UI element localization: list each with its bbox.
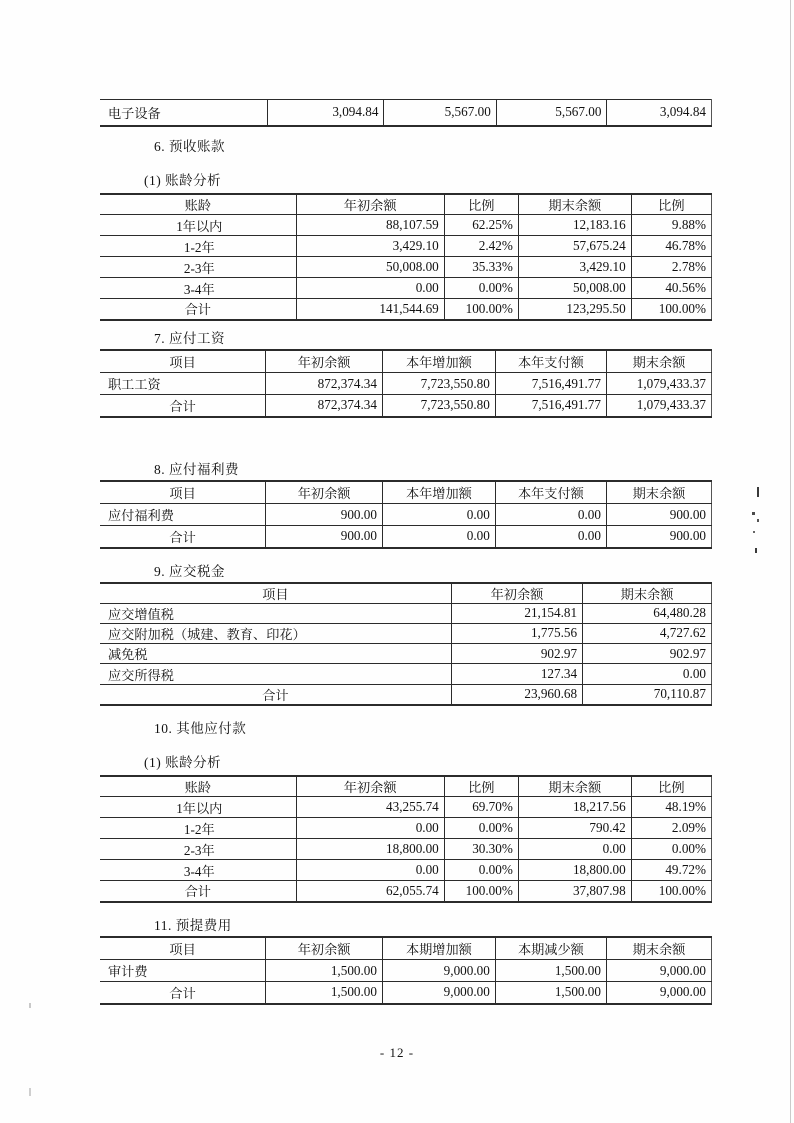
table-cell: 9,000.00 — [382, 982, 495, 1004]
table-cell: 7,723,550.80 — [382, 373, 495, 395]
column-header: 期末余额 — [606, 481, 711, 504]
column-header: 比例 — [631, 776, 711, 797]
table-cell: 900.00 — [266, 504, 383, 526]
table-cell: 902.97 — [451, 644, 582, 664]
table-cell: 900.00 — [606, 504, 711, 526]
table-cell: 50,008.00 — [296, 257, 444, 278]
table-cell: 合计 — [169, 529, 196, 545]
column-header: 期末余额 — [583, 583, 712, 604]
table-cell: 0.00% — [444, 860, 518, 881]
table-cell: 1,500.00 — [266, 960, 383, 982]
scan-edge-artifact — [790, 0, 791, 1123]
table-cell: 70,110.87 — [583, 684, 712, 705]
total-row — [100, 526, 712, 548]
column-header: 年初余额 — [266, 350, 383, 373]
table-cell: 7,723,550.80 — [382, 395, 495, 417]
table-row — [100, 603, 712, 623]
total-row — [100, 395, 712, 417]
scan-artifact — [753, 531, 755, 533]
table-cell: 1,500.00 — [266, 982, 383, 1004]
column-header: 比例 — [444, 194, 518, 215]
table-cell: 合计 — [184, 884, 211, 900]
column-header: 年初余额 — [296, 194, 444, 215]
table-row — [100, 504, 712, 526]
table-cell: 1-2年 — [183, 821, 215, 837]
table-cell: 49.72% — [631, 860, 711, 881]
table-cell: 1,079,433.37 — [606, 395, 711, 417]
subheading-aging-analysis: (1) 账龄分析 — [144, 172, 222, 188]
table-cell: 7,516,491.77 — [495, 395, 606, 417]
section-heading-other-payables: 10. 其他应付款 — [154, 720, 247, 736]
table-cell: 62.25% — [444, 215, 518, 236]
table-cell: 12,183.16 — [518, 215, 631, 236]
other-payables-aging-table — [100, 775, 712, 903]
table-row — [100, 818, 712, 839]
table-cell: 50,008.00 — [518, 278, 631, 299]
table-row — [100, 215, 712, 236]
table-cell: 872,374.34 — [266, 373, 383, 395]
column-header: 账龄 — [184, 197, 211, 213]
total-row — [100, 684, 712, 705]
table-row — [100, 960, 712, 982]
section-heading-taxes-payable: 9. 应交税金 — [154, 563, 225, 579]
table-cell: 3,094.84 — [607, 100, 712, 126]
table-cell: 7,516,491.77 — [495, 373, 606, 395]
table-cell: 2.78% — [631, 257, 711, 278]
column-header: 期末余额 — [518, 194, 631, 215]
table-cell: 9,000.00 — [606, 982, 711, 1004]
table-cell: 3,429.10 — [296, 236, 444, 257]
table-cell: 900.00 — [606, 526, 711, 548]
advance-receipts-aging-table — [100, 193, 712, 321]
table-cell: 48.19% — [631, 797, 711, 818]
table-cell: 46.78% — [631, 236, 711, 257]
table-cell: 0.00 — [583, 664, 712, 684]
table-cell: 0.00 — [518, 839, 631, 860]
table-header-row — [100, 194, 712, 215]
taxes-payable-table — [100, 582, 712, 706]
table-cell: 应交增值税 — [108, 606, 174, 622]
table-cell: 合计 — [184, 302, 211, 318]
subheading-aging-analysis: (1) 账龄分析 — [144, 754, 222, 770]
total-row — [100, 881, 712, 902]
column-header: 期末余额 — [518, 776, 631, 797]
table-cell: 18,800.00 — [296, 839, 444, 860]
table-cell: 9,000.00 — [382, 960, 495, 982]
table-cell: 1,079,433.37 — [606, 373, 711, 395]
table-cell: 应交附加税（城建、教育、印花） — [108, 626, 306, 642]
table-cell: 应付福利费 — [108, 508, 174, 523]
page-number: - 12 - — [379, 1045, 415, 1060]
table-row — [100, 860, 712, 881]
table-cell: 2.42% — [444, 236, 518, 257]
table-cell: 5,567.00 — [496, 100, 607, 126]
table-cell: 0.00 — [296, 278, 444, 299]
table-cell: 18,800.00 — [518, 860, 631, 881]
section-heading-wages-payable: 7. 应付工资 — [154, 330, 225, 346]
table-cell: 37,807.98 — [518, 881, 631, 902]
table-cell: 57,675.24 — [518, 236, 631, 257]
scan-artifact — [757, 487, 759, 497]
column-header: 本年支付额 — [495, 481, 606, 504]
column-header: 项目 — [169, 485, 196, 501]
table-cell: 0.00% — [444, 278, 518, 299]
table-row — [100, 257, 712, 278]
column-header: 本年增加额 — [382, 481, 495, 504]
table-row — [100, 278, 712, 299]
total-row — [100, 982, 712, 1004]
table-row — [100, 236, 712, 257]
table-cell: 18,217.56 — [518, 797, 631, 818]
section-heading-accrued-expenses: 11. 预提费用 — [154, 917, 232, 933]
table-cell: 合计 — [169, 398, 196, 414]
table-cell: 30.30% — [444, 839, 518, 860]
scan-artifact — [29, 1003, 31, 1008]
table-cell: 0.00% — [444, 818, 518, 839]
table-cell: 0.00 — [495, 504, 606, 526]
page-content — [100, 99, 712, 1005]
column-header: 年初余额 — [451, 583, 582, 604]
table-row — [100, 664, 712, 684]
table-header-row — [100, 583, 712, 604]
table-cell: 902.97 — [583, 644, 712, 664]
table-cell: 1,500.00 — [495, 960, 606, 982]
table-cell: 2.09% — [631, 818, 711, 839]
scan-artifact — [757, 519, 759, 522]
table-cell: 0.00% — [631, 839, 711, 860]
column-header: 比例 — [444, 776, 518, 797]
table-cell: 872,374.34 — [266, 395, 383, 417]
table-cell: 电子设备 — [108, 105, 161, 121]
welfare-payable-table — [100, 480, 712, 549]
table-cell: 5,567.00 — [384, 100, 496, 126]
column-header: 项目 — [262, 586, 289, 602]
table-cell: 0.00 — [382, 504, 495, 526]
table-cell: 900.00 — [266, 526, 383, 548]
column-header: 本年增加额 — [382, 350, 495, 373]
column-header: 本年支付额 — [495, 350, 606, 373]
column-header: 账龄 — [184, 779, 211, 795]
column-header: 期末余额 — [606, 350, 711, 373]
column-header: 比例 — [631, 194, 711, 215]
section-heading-welfare-payable: 8. 应付福利费 — [154, 461, 239, 477]
table-cell: 3,094.84 — [268, 100, 384, 126]
column-header: 年初余额 — [266, 937, 383, 960]
wages-payable-table — [100, 349, 712, 418]
table-row — [100, 100, 712, 126]
table-cell: 1-2年 — [183, 239, 215, 255]
table-cell: 100.00% — [631, 299, 711, 320]
table-cell: 88,107.59 — [296, 215, 444, 236]
table-row — [100, 623, 712, 643]
table-cell: 64,480.28 — [583, 603, 712, 623]
table-cell: 62,055.74 — [296, 881, 444, 902]
table-cell: 3-4年 — [183, 281, 215, 297]
table-cell: 3-4年 — [183, 863, 215, 879]
carryover-table — [100, 99, 712, 127]
table-cell: 43,255.74 — [296, 797, 444, 818]
table-cell: 23,960.68 — [451, 684, 582, 705]
table-cell: 0.00 — [382, 526, 495, 548]
table-header-row — [100, 776, 712, 797]
table-row — [100, 373, 712, 395]
table-cell: 2-3年 — [183, 842, 215, 858]
table-header-row — [100, 937, 712, 960]
column-header: 本期减少额 — [495, 937, 606, 960]
table-cell: 9.88% — [631, 215, 711, 236]
column-header: 项目 — [169, 941, 196, 957]
table-cell: 合计 — [262, 687, 289, 703]
table-cell: 35.33% — [444, 257, 518, 278]
column-header: 年初余额 — [266, 481, 383, 504]
table-cell: 合计 — [169, 985, 196, 1001]
table-cell: 3,429.10 — [518, 257, 631, 278]
table-cell: 100.00% — [444, 881, 518, 902]
table-cell: 1,775.56 — [451, 623, 582, 643]
table-cell: 职工工资 — [108, 377, 161, 392]
table-cell: 减免税 — [108, 647, 148, 663]
column-header: 期末余额 — [606, 937, 711, 960]
table-cell: 4,727.62 — [583, 623, 712, 643]
table-cell: 0.00 — [296, 860, 444, 881]
table-cell: 1年以内 — [176, 800, 223, 816]
scan-artifact — [29, 1088, 31, 1096]
table-cell: 100.00% — [444, 299, 518, 320]
table-header-row — [100, 350, 712, 373]
table-cell: 9,000.00 — [606, 960, 711, 982]
table-cell: 127.34 — [451, 664, 582, 684]
table-cell: 21,154.81 — [451, 603, 582, 623]
table-cell: 2-3年 — [183, 260, 215, 276]
table-row — [100, 839, 712, 860]
table-cell: 应交所得税 — [108, 667, 174, 683]
table-header-row — [100, 481, 712, 504]
accrued-expenses-table — [100, 936, 712, 1005]
table-cell: 141,544.69 — [296, 299, 444, 320]
section-heading-advance-receipts: 6. 预收账款 — [154, 138, 225, 154]
table-row — [100, 797, 712, 818]
table-cell: 0.00 — [495, 526, 606, 548]
scan-artifact — [755, 548, 757, 553]
table-row — [100, 644, 712, 664]
column-header: 项目 — [169, 354, 196, 370]
column-header: 年初余额 — [296, 776, 444, 797]
table-cell: 1,500.00 — [495, 982, 606, 1004]
scan-artifact — [752, 512, 755, 515]
column-header: 本期增加额 — [382, 937, 495, 960]
table-cell: 100.00% — [631, 881, 711, 902]
table-cell: 790.42 — [518, 818, 631, 839]
table-cell: 40.56% — [631, 278, 711, 299]
table-cell: 1年以内 — [176, 218, 223, 234]
total-row — [100, 299, 712, 320]
table-cell: 69.70% — [444, 797, 518, 818]
table-cell: 审计费 — [108, 964, 148, 980]
table-cell: 123,295.50 — [518, 299, 631, 320]
table-cell: 0.00 — [296, 818, 444, 839]
